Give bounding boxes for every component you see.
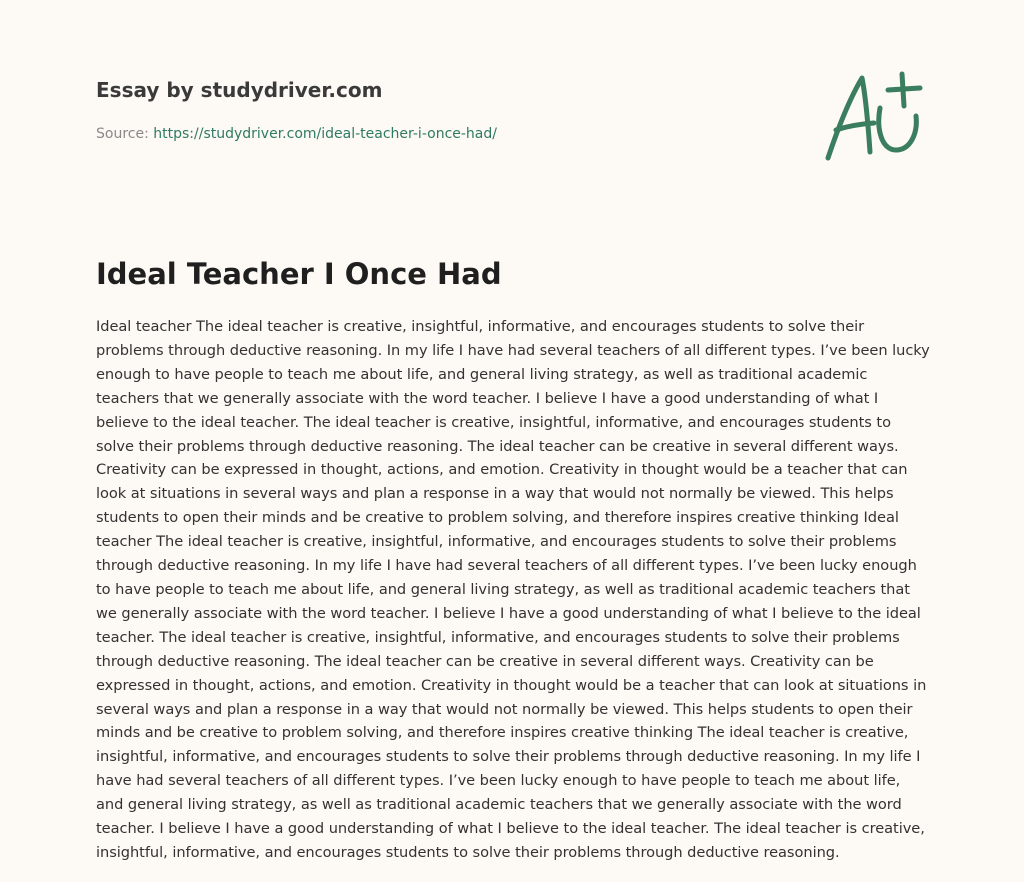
essay-body: Ideal teacher The ideal teacher is creative, insightful, informative, and encourages students to solve their problems through deductive reasoning. In my life I have had several teachers of all different types. I’ve been lucky enough to have people to teach me about life, and general living strategy, as well as traditional academic teachers that we generally associate with the word teacher. I believe I have a good understanding of what I believe to the ideal teacher. The ideal teacher is creative, insightful, informative, and encourages students to solve their problems through deductive reasoning. The ideal teacher can be creative in several different ways. Creativity can be expressed in thought, actions, and emotion. Creativity in thought would be a teacher that can look at situations in several ways and plan a response in a way that would not normally be viewed. This helps students to open their minds and be creative to problem solving, and therefore inspires creative thinking Ideal teacher The ideal teacher is creative, insightful, informative, and encourages students to solve their problems through deductive reasoning. In my life I have had several teachers of all different types. I’ve been lucky enough to have people to teach me about life, and general living strategy, as well as traditional academic teachers that we generally associate with the word teacher. I believe I have a good understanding of what I believe to the ideal teacher. The ideal teacher is creative, insightful, informative, and encourages students to solve their problems through deductive reasoning. The ideal teacher can be creative in several different ways. Creativity can be expressed in thought, actions, and emotion. Creativity in thought would be a teacher that can look at situations in several ways and plan a response in a way that would not normally be viewed. This helps students to open their minds and be creative to problem solving, and therefore inspires creative thinking The ideal teacher is creative, insightful, informative, and encourages students to solve their problems through deductive reasoning. In my life I have had several teachers of all different types. I’ve been lucky enough to have people to teach me about life, and general living strategy, as well as traditional academic teachers that we generally associate with the word teacher. I believe I have a good understanding of what I believe to the ideal teacher. The ideal teacher is creative, insightful, informative, and encourages students to solve their problems through deductive reasoning. [96, 318, 930, 861]
source-label: Source: [96, 126, 149, 142]
a-plus-logo-icon [820, 68, 930, 164]
page-title: Ideal Teacher I Once Had [96, 257, 502, 291]
page-header [96, 76, 796, 144]
brand-title: Essay by studydriver.com [96, 78, 383, 102]
source-line [96, 124, 796, 144]
source-link[interactable]: https://studydriver.com/ideal-teacher-i-once-had/ [153, 126, 497, 142]
